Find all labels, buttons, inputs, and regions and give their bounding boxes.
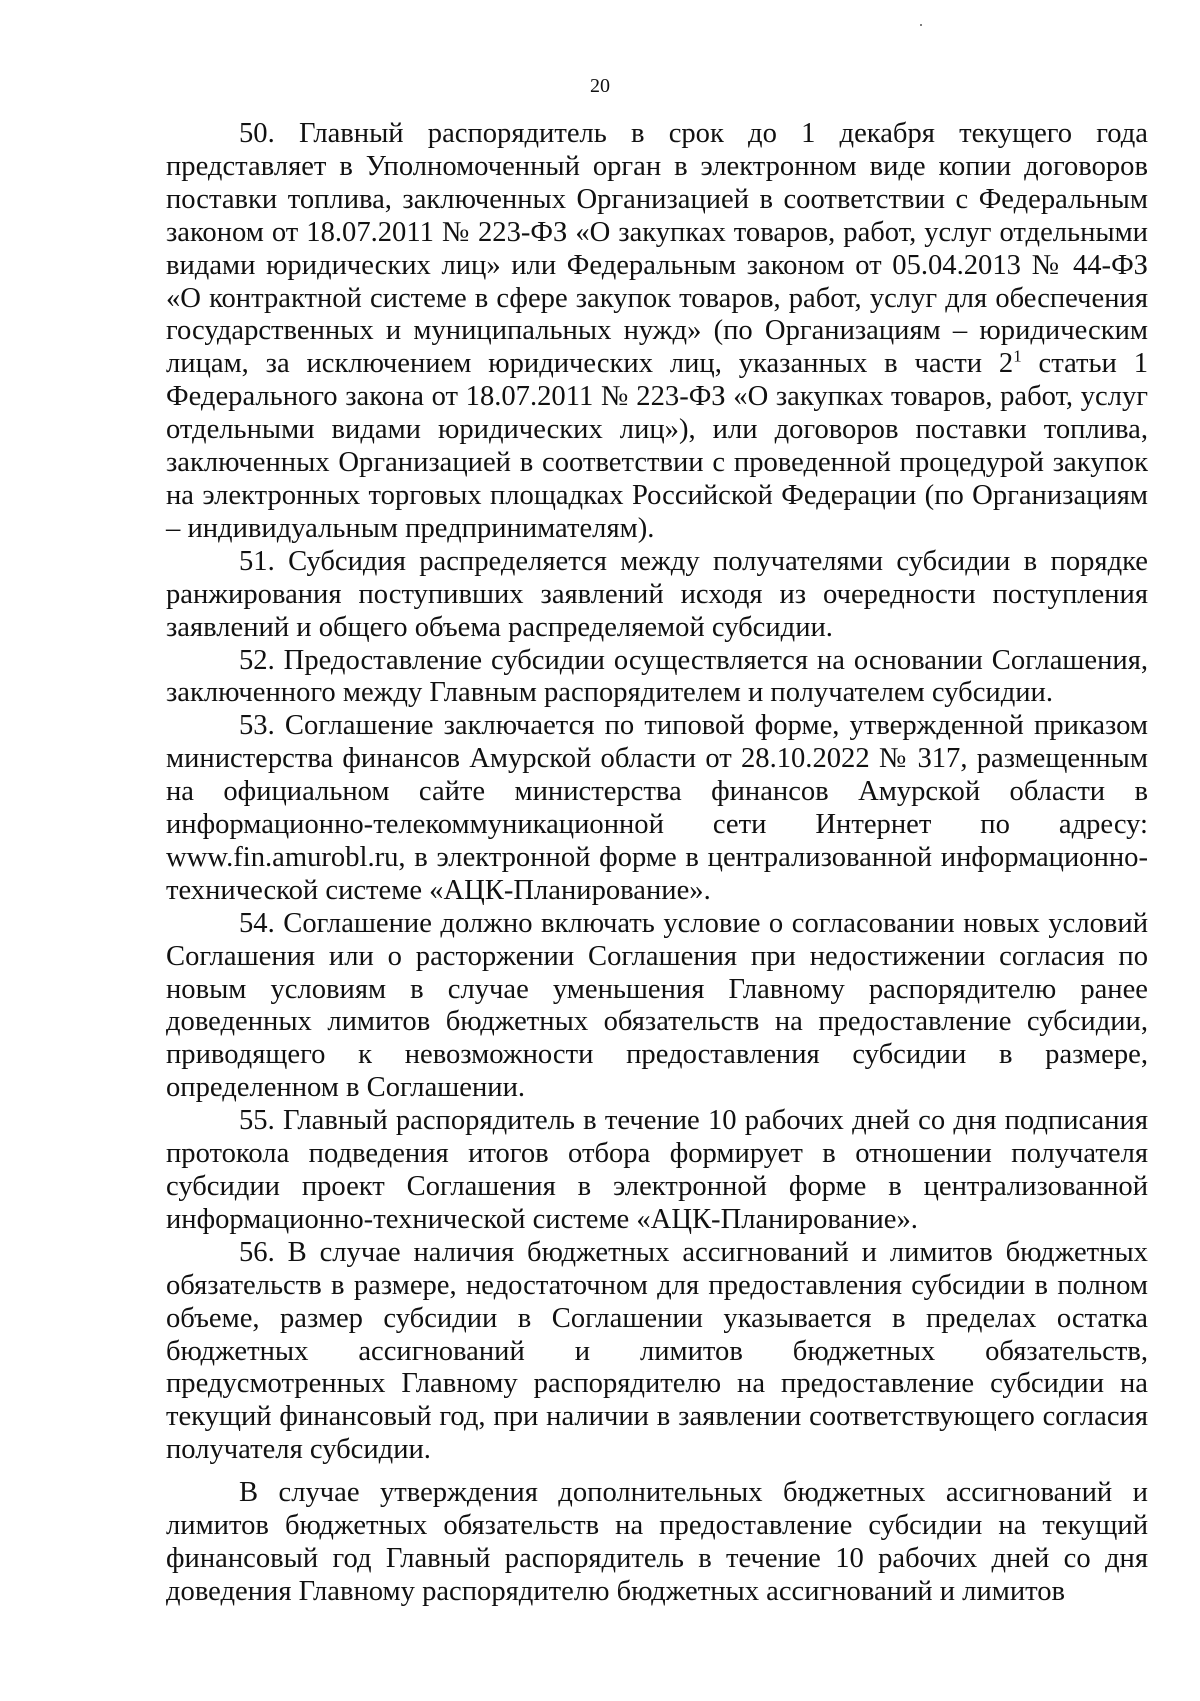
paragraph-51 [166,546,1148,645]
paragraph-54 [166,908,1148,1105]
superscript: 1 [1013,346,1022,366]
paragraph-number: 56. [239,1236,275,1268]
paragraph-text: Субсидия распределяется между получателями субсидии в порядке ранжирования поступивших заявлений исходя из очередности поступления заявлений и общего объема распределяемой субсидии. [166,545,1148,643]
paragraph-number: 55. [239,1105,275,1137]
paragraph-text: Соглашение должно включать условие о согласовании новых условий Соглашения или о расторжении Соглашения при недостижении согласия по новым условиям в случае уменьшения Главному распорядителю ранее доведенных лимитов бюджетных обязательств на предоставление субсидии, приводящего к невозможности предоставления субсидии в размере, определенном в Соглашении. [166,907,1148,1104]
document-body [166,118,1148,1609]
paragraph-50 [166,118,1148,546]
page-number: 20 [590,75,610,97]
paragraph-text-continued: статьи 1 Федерального закона от 18.07.2011 № 223-ФЗ «О закупках товаров, работ, услуг отдельными видами юридических лиц»), или договоров поставки топлива, заключенных Организацией в соответствии с проведенной процедурой закупок на электронных торговых площадках Российской Федерации (по Организациям – индивидуальным предпринимателям). [166,348,1149,544]
paragraph-55 [166,1105,1148,1237]
paragraph-number: 53. [239,710,275,742]
paragraph-text: В случае утверждения дополнительных бюджетных ассигнований и лимитов бюджетных обязательств на предоставление субсидии на текущий финансовый год Главный распорядитель в течение 10 рабочих дней со дня доведения Главному распорядителю бюджетных ассигнований и лимитов [166,1477,1148,1607]
paragraph-text: Соглашение заключается по типовой форме, утвержденной приказом министерства финансов Амурской области от 28.10.2022 № 317, размещенным на официальном сайте министерства финансов Амурской области в информационно-телекоммуникационной сети Интернет по адресу: www.fin.amurobl.ru, в электронной форме в централизованной информационно-технической системе «АЦК-Планирование». [166,710,1149,906]
paragraph-text: Главный распорядитель в срок до 1 декабря текущего года представляет в Уполномоченный орган в электронном виде копии договоров поставки топлива, заключенных Организацией в соответствии с Федеральным законом от 18.07.2011 № 223-ФЗ «О закупках товаров, работ, услуг отдельными видами юридических лиц» или Федеральным законом от 05.04.2013 № 44-ФЗ «О контрактной системе в сфере закупок товаров, работ, услуг для обеспечения государственных и муниципальных нужд» (по Организациям – юридическим лицам, за исключением юридических лиц, указанных в части 2 [166,118,1148,380]
paragraph-number: 54. [239,907,275,939]
paragraph-number: 51. [239,545,275,577]
paragraph-52 [166,645,1148,711]
paragraph-number: 50. [239,118,275,149]
paragraph-53 [166,710,1148,907]
paragraph-56-continuation [166,1477,1148,1609]
paragraph-number: 52. [239,644,275,676]
paragraph-text: В случае наличия бюджетных ассигнований и лимитов бюджетных обязательств в размере, недостаточном для предоставления субсидии в полном объеме, размер субсидии в Соглашении указывается в пределах остатка бюджетных ассигнований и лимитов бюджетных обязательств, предусмотренных Главному распорядителю на предоставление субсидии на текущий финансовый год, при наличии в заявлении соответствующего согласия получателя субсидии. [166,1236,1148,1466]
paragraph-text: Предоставление субсидии осуществляется на основании Соглашения, заключенного между Главным распорядителем и получателем субсидии. [166,644,1148,709]
paragraph-text: Главный распорядитель в течение 10 рабочих дней со дня подписания протокола подведения итогов отбора формирует в отношении получателя субсидии проект Соглашения в электронной форме в централизованной информационно-технической системе «АЦК-Планирование». [166,1105,1148,1235]
scan-artifact-dot [920,24,922,26]
paragraph-56 [166,1237,1148,1467]
